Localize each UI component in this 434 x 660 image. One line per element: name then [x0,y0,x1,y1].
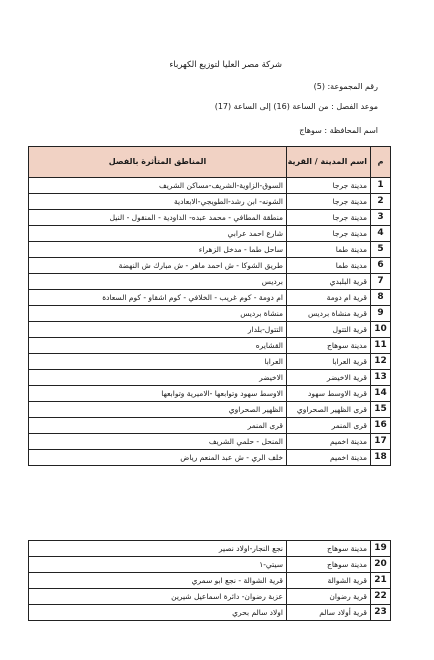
table-row [29,194,391,210]
group-number: رقم المجموعة: (5) [313,82,378,91]
table-row [29,450,391,466]
row-areas: الاخيضر [29,370,287,386]
row-city: مدينة اخميم [287,450,371,466]
row-areas: قرية الشوالة - نجع ابو سمري [29,573,287,589]
row-areas: التتول-بلدار [29,322,287,338]
row-number: 5 [371,242,391,258]
row-areas: قرى المنمر [29,418,287,434]
row-city: مدينة طما [287,258,371,274]
row-areas: السوق-الزاوية-الشريف-مساكن الشريف [29,178,287,194]
row-city: قرية العرابا [287,354,371,370]
row-areas: برديس [29,274,287,290]
row-number: 22 [371,589,391,605]
row-areas: ساحل طما - مدخل الزهراء [29,242,287,258]
table-row [29,434,391,450]
row-areas: شارع احمد عرابي [29,226,287,242]
row-number: 17 [371,434,391,450]
table-row [29,322,391,338]
row-city: قرية رضوان [287,589,371,605]
table-row [29,290,391,306]
table-header-row [29,147,391,178]
cutoff-time: موعد الفصل : من الساعة (16) إلى الساعة (17) [214,102,378,111]
row-city: قرى المنمر [287,418,371,434]
table-row [29,573,391,589]
row-number: 16 [371,418,391,434]
row-areas: الاوسط سهود وتوابعها -الاميرية وتوابعها [29,386,287,402]
row-city: قرية أولاد سالم [287,605,371,621]
row-city: مدينة جرجا [287,226,371,242]
row-city: قرية التتول [287,322,371,338]
column-header-number: م [371,147,391,178]
row-areas: خلف الري - ش عبد المنعم رياض [29,450,287,466]
row-city: مدينة جرجا [287,194,371,210]
row-number: 13 [371,370,391,386]
row-city: قرية البلبدي [287,274,371,290]
row-number: 2 [371,194,391,210]
row-number: 20 [371,557,391,573]
row-areas: نجع النجار-اولاد نصير [29,541,287,557]
row-number: 11 [371,338,391,354]
table-row [29,274,391,290]
table-row [29,258,391,274]
row-areas: ام دومة - كوم غريب - الخلافي - كوم اشقاو - كوم السعادة [29,290,287,306]
row-number: 4 [371,226,391,242]
row-city: مدينة طما [287,242,371,258]
row-city: قرية الاوسط سهود [287,386,371,402]
row-areas: سيتي-١ [29,557,287,573]
row-areas: منشاة برديس [29,306,287,322]
row-city: قرية ام دومة [287,290,371,306]
row-areas: المنحل - حلمي الشريف [29,434,287,450]
row-city: مدينة سوهاج [287,338,371,354]
row-city: قرى الظهير الصحراوي [287,402,371,418]
table-row [29,605,391,621]
row-city: مدينة سوهاج [287,541,371,557]
affected-areas-table [28,146,391,466]
row-areas: منطقة المطافي - محمد عبده- الداودية - المنقول - النيل [29,210,287,226]
row-city: مدينة جرجا [287,178,371,194]
row-number: 14 [371,386,391,402]
row-city: مدينة اخميم [287,434,371,450]
table-row [29,589,391,605]
row-city: مدينة جرجا [287,210,371,226]
row-areas: العرابا [29,354,287,370]
table-row [29,557,391,573]
table-row [29,242,391,258]
row-number: 9 [371,306,391,322]
table-row [29,370,391,386]
row-areas: عزبة رضوان- دائرة اسماعيل شيرين [29,589,287,605]
table-row [29,354,391,370]
row-number: 7 [371,274,391,290]
table-row [29,386,391,402]
row-areas: اولاد سالم بحري [29,605,287,621]
row-number: 12 [371,354,391,370]
table-row [29,210,391,226]
row-city: قرية الشوالة [287,573,371,589]
row-number: 8 [371,290,391,306]
row-city: قرية منشاة برديس [287,306,371,322]
affected-areas-table-continued [28,540,391,621]
row-number: 15 [371,402,391,418]
table-row [29,226,391,242]
table-row [29,178,391,194]
row-city: مدينة سوهاج [287,557,371,573]
row-number: 19 [371,541,391,557]
table-row [29,402,391,418]
table-row [29,306,391,322]
row-areas: الظهير الصحراوي [29,402,287,418]
row-areas: طريق الشوكا - ش احمد ماهر - ش مبارك ش النهضة [29,258,287,274]
row-number: 1 [371,178,391,194]
table-row [29,338,391,354]
column-header-city: اسم المدينة / القرية [287,147,371,178]
row-number: 21 [371,573,391,589]
row-city: قرية الاخيضر [287,370,371,386]
row-number: 3 [371,210,391,226]
table-row [29,541,391,557]
table-row [29,418,391,434]
row-number: 6 [371,258,391,274]
row-number: 10 [371,322,391,338]
row-areas: القشايره [29,338,287,354]
row-areas: الشونه- ابن رشد-الطويجي-الابعادية [29,194,287,210]
company-name: شركة مصر العليا لتوزيع الكهرباء [169,60,282,70]
row-number: 23 [371,605,391,621]
column-header-areas: المناطق المتأثرة بالفصل [29,147,287,178]
governorate-name: اسم المحافظة : سوهاج [299,126,378,135]
row-number: 18 [371,450,391,466]
